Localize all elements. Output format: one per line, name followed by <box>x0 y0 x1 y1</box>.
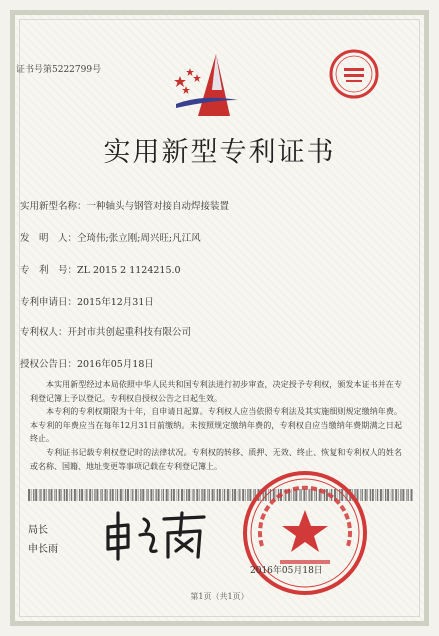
director-signature <box>100 505 210 563</box>
field-patent-number <box>20 262 181 276</box>
patent-office-emblem-icon <box>172 50 244 120</box>
director-title: 局长 <box>28 525 48 536</box>
paragraph-grant-statement: 本实用新型经过本局依照中华人民共和国专利法进行初步审查，决定授予专利权，颁发本证书并在专利登记簿上予以登记。专利权自授权公告之日起生效。 <box>30 380 402 403</box>
field-label: 专利权人： <box>20 327 68 338</box>
field-label: 专利申请日： <box>20 297 78 308</box>
certificate-title: 实用新型专利证书 <box>103 137 336 168</box>
field-value: 2016年05月18日 <box>77 359 154 370</box>
field-label: 授权公告日： <box>20 359 78 370</box>
field-label: 实用新型名称： <box>20 201 87 212</box>
seal-date: 2016年05月18日 <box>250 566 323 576</box>
field-inventors <box>20 230 201 244</box>
field-value: ZL 2015 2 1124215.0 <box>77 265 181 276</box>
paragraph-legal-status: 专利证书记载专利权登记时的法律状况。专利权的转移、质押、无效、终止、恢复和专利权人的姓名或名称、国籍、地址变更等事项记载在专利登记簿上。 <box>30 448 402 471</box>
registration-seal-icon <box>328 48 380 100</box>
field-label: 发 明 人： <box>20 233 78 244</box>
field-patentee <box>20 324 191 338</box>
page-footer: 第1页（共1页） <box>190 592 249 601</box>
field-utility-model-name <box>20 198 229 212</box>
director-name: 申长雨 <box>28 544 58 555</box>
field-grant-date <box>20 356 154 370</box>
field-value: 开封市共创起重科技有限公司 <box>67 327 192 338</box>
field-application-date <box>20 294 154 308</box>
field-value: 一种轴头与钢管对接自动焊接装置 <box>86 201 230 212</box>
field-value: 2015年12月31日 <box>77 297 154 308</box>
field-value: 仝琦伟;张立刚;周兴旺;凡江风 <box>77 233 201 244</box>
official-seal-icon <box>240 468 370 598</box>
paragraph-term-statement: 本专利的专利权期限为十年，自申请日起算。专利权人应当依照专利法及其实施细则规定缴纳年费。本专利的年费应当在每年12月31日前缴纳。未按照规定缴纳年费的，专利权自应当缴纳年费期满之日起终止。 <box>30 407 402 443</box>
field-label: 专 利 号： <box>20 265 78 276</box>
certificate-number: 证书号第5222799号 <box>16 65 102 75</box>
